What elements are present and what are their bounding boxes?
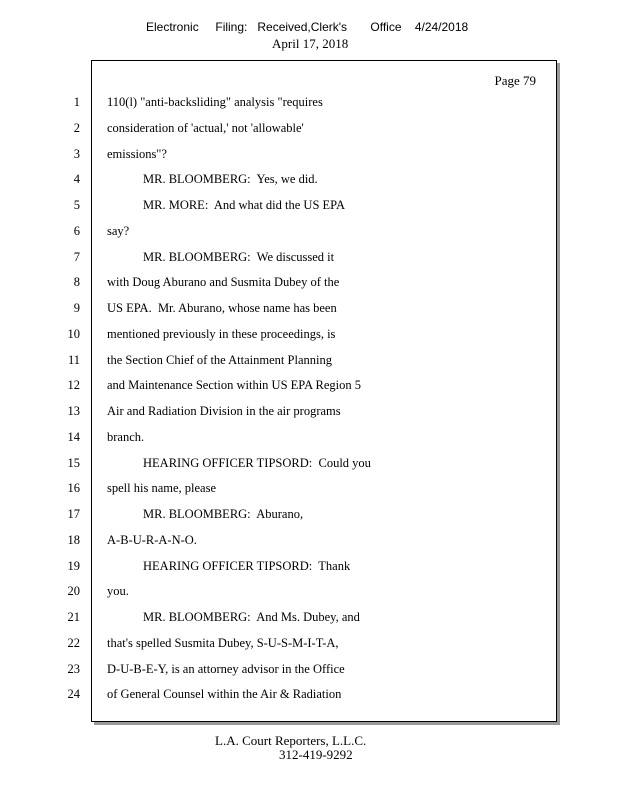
line-number: 24 (67, 687, 80, 702)
transcript-line: MR. BLOOMBERG: Yes, we did. (143, 172, 318, 187)
line-number: 11 (67, 352, 80, 367)
line-number: 1 (73, 95, 80, 109)
hearing-date: April 17, 2018 (272, 36, 349, 51)
transcript-line: say? (107, 223, 130, 238)
line-number: 5 (73, 198, 80, 212)
transcript-line: D-U-B-E-Y, is an attorney advisor in the Office (107, 661, 345, 676)
line-number: 13 (67, 404, 80, 418)
transcript-line: spell his name, please (107, 481, 216, 496)
line-number: 16 (67, 481, 80, 496)
transcript-line: of General Counsel within the Air & Radiation (107, 687, 342, 702)
line-number: 9 (73, 301, 80, 315)
transcript-line: MR. BLOOMBERG: Aburano, (143, 507, 304, 521)
line-number: 3 (73, 146, 80, 161)
transcript-line: branch. (107, 429, 145, 444)
transcript-line: with Doug Aburano and Susmita Dubey of the (107, 275, 340, 290)
court-reporter-phone: 312-419-9292 (279, 747, 353, 762)
transcript-line: US EPA. Mr. Aburano, whose name has been (107, 301, 337, 315)
line-number: 8 (73, 275, 80, 290)
transcript-line: emissions"? (107, 146, 167, 161)
transcript-line: MR. MORE: And what did the US EPA (143, 198, 345, 212)
line-number: 14 (67, 429, 80, 444)
line-number: 12 (67, 378, 80, 393)
line-number: 4 (73, 172, 80, 187)
page-number: Page 79 (494, 73, 536, 88)
line-number: 21 (67, 610, 80, 624)
transcript-line: Air and Radiation Division in the air programs (107, 404, 341, 418)
transcript-line: that's spelled Susmita Dubey, S-U-S-M-I-T-A, (107, 635, 339, 650)
transcript-line: 110(l) "anti-backsliding" analysis "requires (107, 95, 323, 109)
line-number: 6 (73, 223, 80, 238)
transcript-line: MR. BLOOMBERG: And Ms. Dubey, and (143, 610, 360, 624)
line-number: 7 (73, 249, 80, 264)
line-number: 15 (67, 455, 80, 470)
filing-stamp: Electronic Filing: Received,Clerk's Office 4/24/2018 (146, 20, 469, 34)
line-number: 18 (67, 532, 80, 547)
transcript-line: mentioned previously in these proceedings, is (107, 326, 336, 341)
line-number-column (0, 0, 90, 800)
line-number: 2 (73, 120, 80, 135)
transcript-line: MR. BLOOMBERG: We discussed it (143, 249, 335, 264)
line-number: 22 (67, 635, 80, 650)
transcript-line: HEARING OFFICER TIPSORD: Thank (143, 558, 351, 573)
line-number: 19 (67, 558, 80, 573)
line-number: 17 (67, 507, 80, 521)
transcript-line: HEARING OFFICER TIPSORD: Could you (143, 455, 371, 470)
transcript-line: you. (107, 584, 129, 599)
line-number: 23 (67, 661, 80, 676)
transcript-line: the Section Chief of the Attainment Planning (107, 352, 332, 367)
transcript-line: A-B-U-R-A-N-O. (107, 532, 197, 547)
transcript-line: consideration of 'actual,' not 'allowable' (107, 120, 304, 135)
transcript-line: and Maintenance Section within US EPA Region 5 (107, 378, 362, 393)
line-number: 10 (67, 326, 80, 341)
court-reporter-name: L.A. Court Reporters, L.L.C. (215, 733, 367, 748)
line-number: 20 (67, 584, 80, 599)
